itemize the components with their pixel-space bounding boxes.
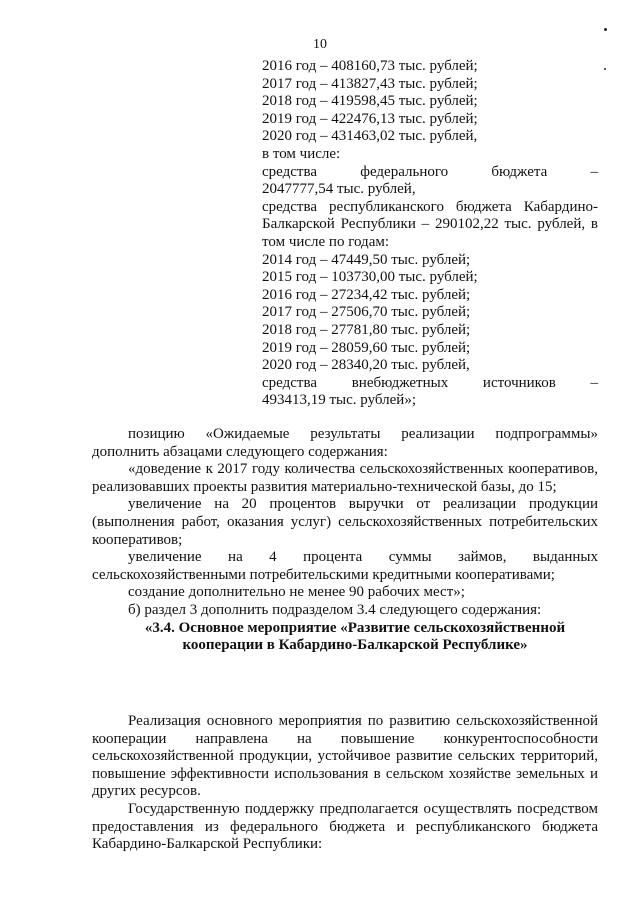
budget-year-line: 2019 год – 422476,13 тыс. рублей; xyxy=(262,110,478,127)
paragraph: создание дополнительно не менее 90 рабочих мест»; xyxy=(128,584,465,601)
republic-year-line: 2014 год – 47449,50 тыс. рублей; xyxy=(262,251,471,268)
federal-budget-line: средства федерального бюджета – xyxy=(262,163,598,180)
scan-speck xyxy=(604,28,607,31)
paragraph: увеличение на 4 процента суммы займов, выданных сельскохозяйственными потребительскими кредитными кооперативами; xyxy=(92,549,598,583)
budget-breakdown xyxy=(262,58,598,410)
republic-year-line: 2015 год – 103730,00 тыс. рублей; xyxy=(262,269,478,286)
republic-year-line: 2017 год – 27506,70 тыс. рублей; xyxy=(262,304,471,321)
paragraph: Государственную поддержку предполагается осуществлять посредством предоставления из федерального бюджета и республиканского бюджета Кабардино-Балкарской Республики: xyxy=(92,800,598,853)
paragraph: «доведение к 2017 году количества сельскохозяйственных кооперативов, реализовавших проекты развития материально-технической базы, до 15; xyxy=(92,461,598,495)
budget-year-line: 2016 год – 408160,73 тыс. рублей; xyxy=(262,58,478,74)
section-heading: «3.4. Основное мероприятие «Развитие сельскохозяйственной xyxy=(144,619,566,636)
republic-year-line: 2020 год – 28340,20 тыс. рублей, xyxy=(262,357,470,374)
scan-speck xyxy=(604,68,606,70)
section-heading: кооперации в Кабардино-Балкарской Республике» xyxy=(182,637,528,654)
extra-budget-line: средства внебюджетных источников – xyxy=(262,374,598,391)
federal-budget-amount: 2047777,54 тыс. рублей, xyxy=(262,181,416,198)
paragraph: позицию «Ожидаемые результаты реализации подпрограммы» дополнить абзацами следующего содержания: xyxy=(92,426,598,460)
in-that-number: в том числе: xyxy=(262,145,341,162)
amendment-text xyxy=(92,426,598,655)
budget-year-line: 2017 год – 413827,43 тыс. рублей; xyxy=(262,75,478,92)
republic-year-line: 2018 год – 27781,80 тыс. рублей; xyxy=(262,321,471,338)
republic-year-line: 2016 год – 27234,42 тыс. рублей; xyxy=(262,286,471,303)
section-body xyxy=(92,713,598,854)
budget-year-line: 2018 год – 419598,45 тыс. рублей; xyxy=(262,93,478,110)
paragraph: увеличение на 20 процентов выручки от реализации продукции (выполнения работ, оказания услуг) сельскохозяйственных потребительских кооперативов; xyxy=(92,496,598,548)
republic-budget-text: средства республиканского бюджета Кабардино-Балкарской Республики – 290102,22 тыс. рублей, в том числе по годам: xyxy=(262,198,598,250)
extra-budget-amount: 493413,19 тыс. рублей»; xyxy=(262,392,416,409)
page-number: 10 xyxy=(313,37,327,52)
paragraph: Реализация основного мероприятия по развитию сельскохозяйственной кооперации направлена на повышение конкурентоспособности сельскохозяйственной продукции, устойчивое развитие сельских территорий, повышение эффективности использования в сельском хозяйстве земельных и других ресурсов. xyxy=(92,713,598,800)
paragraph: б) раздел 3 дополнить подразделом 3.4 следующего содержания: xyxy=(128,601,542,618)
budget-year-line: 2020 год – 431463,02 тыс. рублей, xyxy=(262,128,478,145)
republic-year-line: 2019 год – 28059,60 тыс. рублей; xyxy=(262,339,471,356)
